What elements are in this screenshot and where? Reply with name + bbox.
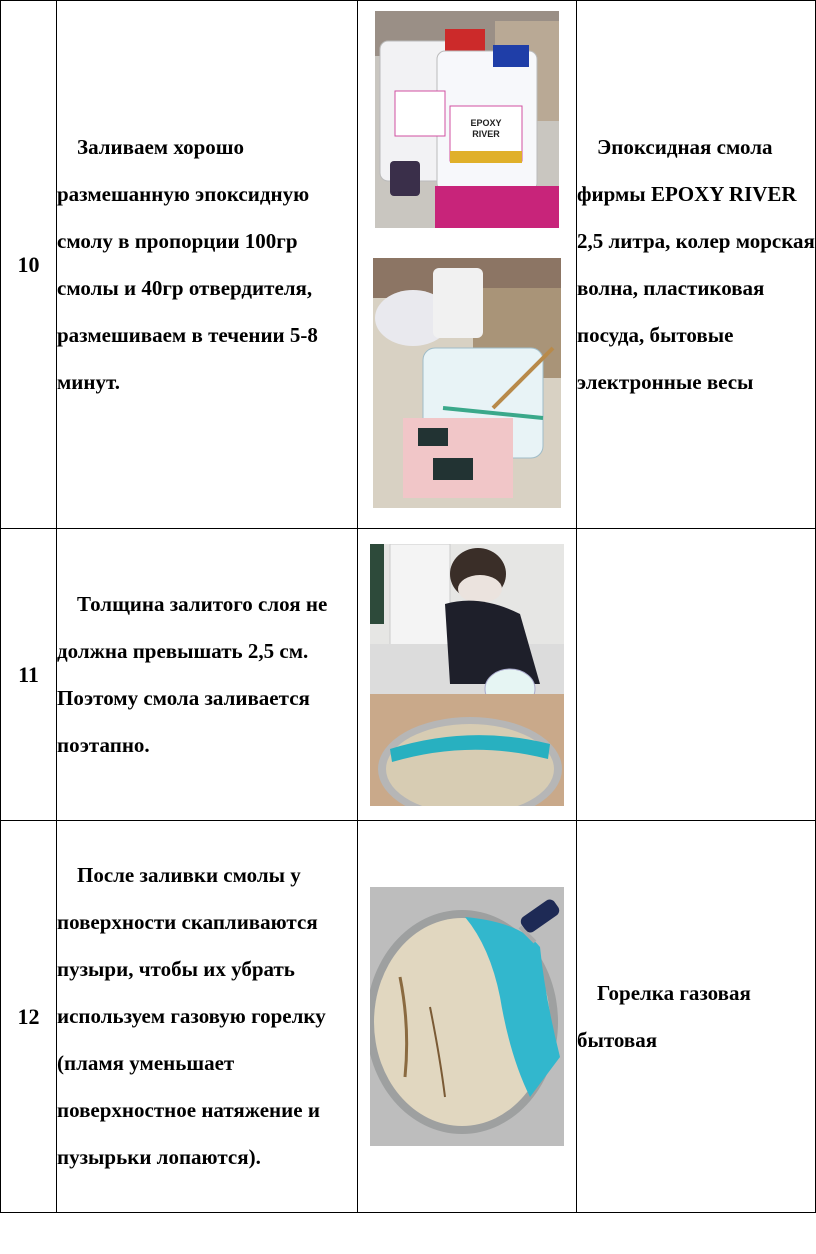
step-description-text: Заливаем хорошо размешанную эпоксидную смолу в пропорции 100гр смолы и 40гр отвердителя, размешиваем в течении 5-8 минут. — [57, 134, 318, 394]
step-number: 10 — [1, 1, 57, 529]
photo-label-epoxy: EPOXY — [470, 118, 502, 128]
step-materials — [577, 1, 816, 529]
photo-pouring-resin — [370, 544, 564, 806]
step-materials — [577, 821, 816, 1213]
step-number: 11 — [1, 529, 57, 821]
photo-label-river: RIVER — [472, 129, 500, 139]
table-row — [1, 529, 816, 821]
step-photos — [358, 529, 577, 821]
step-description — [57, 529, 358, 821]
step-number: 12 — [1, 821, 57, 1213]
table-row — [1, 821, 816, 1213]
step-materials-text: Горелка газовая бытовая — [577, 980, 751, 1052]
photo-mixing-on-scale — [373, 258, 561, 508]
step-description-text: Толщина залитого слоя не должна превышать 2,5 см. Поэтому смола заливается поэтапно. — [57, 591, 328, 757]
step-photos — [358, 1, 577, 529]
step-description — [57, 1, 358, 529]
step-description — [57, 821, 358, 1213]
step-description-text: После заливки смолы у поверхности скапливаются пузыри, чтобы их убрать используем газовую горелку (пламя уменьшает поверхностное натяжение и пузырьки лопаются). — [57, 863, 326, 1169]
photo-gas-torch-bubbles — [370, 887, 564, 1146]
photo-epoxy-bottles — [375, 11, 559, 228]
step-materials-text: Эпоксидная смола фирмы EPOXY RIVER 2,5 литра, колер морская волна, пластиковая посуда, бытовые электронные весы — [577, 134, 815, 394]
table-row — [1, 1, 816, 529]
step-photos — [358, 821, 577, 1213]
step-materials — [577, 529, 816, 821]
